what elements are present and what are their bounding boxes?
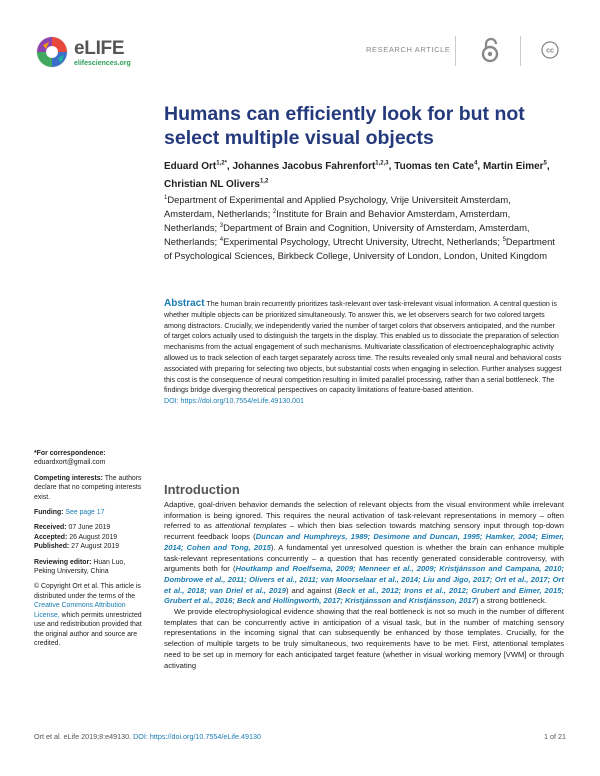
abstract-text: The human brain recurrently prioritizes task-relevant over task-irrelevant visual information. A central question is whether multiple objects can be prioritized simultaneously. To answer this, we let observers search for two colored targets among distractors. Crucially, we independently varied the number of target colors that observers anticipated, and the number of target colors actually used to distinguish the targets in the display. This enabled us to dissociate the preparation of selection mechanisms from the actual engagement of such mechanisms. Multivariate classification of electroencephalographic activity allowed us to track selection of each target separately across time. The results revealed only small neural and behavioral costs associated with preparing for selecting two objects, but substantial costs when engaging in selection. Further analyses suggest this cost is the consequence of neural competition resulting in limited parallel processing, rather than a serial bottleneck. The findings bridge diverging theoretical perspectives on capacity limitations of feature-based attention. <box>164 300 562 395</box>
author[interactable]: Johannes Jacobus Fahrenfort$^{1,2,3}$, <box>232 161 395 173</box>
header-divider <box>455 36 456 66</box>
correspondence-email[interactable]: eduardxort@gmail.com <box>34 459 106 467</box>
page-number: 1 of 21 <box>544 732 566 741</box>
header-divider-2 <box>520 36 521 66</box>
author[interactable]: Eduard Ort$^{1,2*}$, <box>164 161 233 173</box>
introduction-heading: Introduction <box>164 482 240 497</box>
paragraph: Adaptive, goal-driven behavior demands the selection of relevant objects from the visual environment while irrelevant information is being ignored. This requires the neural activation of task-relevant representations in memory – often referred to as attentional templates – which then bias selection towards matching sensory input through top-down recurrent feedback loops (Duncan and Humphreys, 1989; Desimone and Duncan, 1995; Hamker, 2004; Eimer, 2014; Cohen and Tong, 2015). A fundamental yet unresolved question is whether the brain can enhance multiple task-relevant representations concurrently – a question that has recently generated considerable controversy, with arguments both for (Houtkamp and Roelfsema, 2009; Menneer et al., 2009; Kristjánsson and Campana, 2010; Dombrowe et al., 2011; Olivers et al., 2011; van Moorselaar et al., 2014; Liu and Jigo, 2017; Ort et al., 2017; Ort et al., 2018; van Driel et al., 2019) and against (Beck et al., 2012; Irons et al., 2012; Grubert and Eimer, 2015; Grubert et al., 2016; Beck and Hollingworth, 2017; Kristjánsson and Kristjánsson, 2017) a strong bottleneck. <box>164 500 564 606</box>
svg-text:cc: cc <box>546 47 554 55</box>
citation-link[interactable]: Houtkamp and Roelfsema, 2009; Menneer et al., 2009; Kristjánsson and Campana, 2010; Dombrowe et al., 2011; Olivers et al., 2011; van Moorselaar et al., 2014; Liu and Jigo, 2017; Ort et al., 2017; Ort et al., 2018; van Driel et al., 2019 <box>164 564 564 595</box>
page-footer <box>34 732 566 741</box>
author[interactable]: Christian NL Olivers$^{1,2}$ <box>164 178 269 190</box>
paragraph: We provide electrophysiological evidence showing that the real bottleneck is not so much in the number of different templates that can be concurrently active in anticipation of a visual task, but in the number of matching sensory representations in the incoming signal that can subsequently be enhanced by those templates. Crucially, for the selection of multiple targets to be truly simultaneous, two requirements have to be met. First, attentional templates need to be set up in memory for each anticipated target feature (whether in visual working memory [VWM] or through activating <box>164 607 564 670</box>
license-link[interactable]: Creative Commons Attribution License, <box>34 602 126 619</box>
elife-url[interactable]: elifesciences.org <box>74 60 131 67</box>
abstract-label: Abstract <box>164 298 205 309</box>
introduction-body <box>164 500 564 671</box>
article-info-sidebar: *For correspondence: eduardxort@gmail.com Competing interests: The authors declare that no competing interests exist. Funding: See page 17 Received: 07 June 2019 Accepted: 26 August 2019 Published: 27 August 2019 Reviewing editor: Huan Luo, Peking University, China © Copyright Ort et al. This article is distributed under the terms of the Creative Commons Attribution License, which permits unrestricted use and redistribution provided that the original author and source are credited. <box>34 450 142 647</box>
abstract <box>164 299 562 407</box>
article-title: Humans can efficiently look for but not select multiple visual objects <box>164 103 525 149</box>
abstract-doi[interactable]: DOI: https://doi.org/10.7554/eLife.49130.001 <box>164 397 305 406</box>
footer-doi-label: DOI: <box>133 732 148 741</box>
author[interactable]: Tuomas ten Cate$^4$, <box>394 161 483 173</box>
author-list <box>164 157 564 192</box>
author[interactable]: Martin Eimer$^5$, <box>482 161 550 173</box>
open-access-icon <box>480 37 500 63</box>
footer-doi-link[interactable]: https://doi.org/10.7554/eLife.49130 <box>149 732 261 741</box>
elife-logo-icon <box>34 34 70 70</box>
citation-link[interactable]: Duncan and Humphreys, 1989; Desimone and Duncan, 1995; Hamker, 2004; Eimer, 2014; Cohen and Tong, 2015 <box>164 532 564 552</box>
article-type-label: RESEARCH ARTICLE <box>366 45 451 54</box>
funding-link[interactable]: See page 17 <box>65 509 105 517</box>
citation-link[interactable]: Beck et al., 2012; Irons et al., 2012; Grubert and Eimer, 2015; Grubert et al., 2016; Beck and Hollingworth, 2017; Kristjánsson and Kristjánsson, 2017 <box>164 585 564 606</box>
elife-logo[interactable] <box>34 34 144 74</box>
affiliations: $^1$Department of Experimental and Applied Psychology, Vrije Universiteit Amsterdam, Amsterdam, Netherlands; $^2$Institute for Brain and Behavior Amsterdam, Amsterdam, Netherlands; $^3$Department of Brain and Cognition, University of Amsterdam, Amsterdam, Netherlands; $^4$Experimental Psychology, Utrecht University, Utrecht, Netherlands; $^5$Department of Psychological Sciences, Birkbeck College, University of London, London, United Kingdom <box>164 194 555 261</box>
creative-commons-icon <box>541 41 559 59</box>
elife-wordmark: eLIFE <box>74 38 125 59</box>
footer-citation: Ort et al. eLife 2019;8:e49130. <box>34 732 132 741</box>
